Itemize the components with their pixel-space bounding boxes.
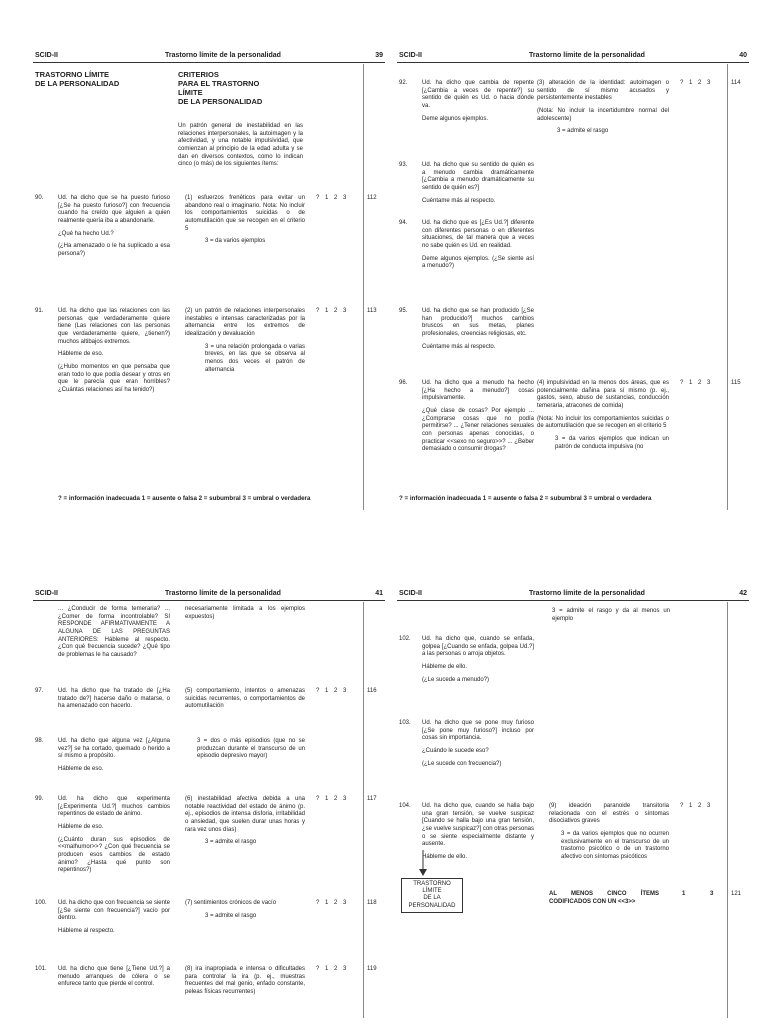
- score-options[interactable]: ? 1 2 3: [316, 688, 349, 694]
- item-number: 103.: [399, 720, 411, 726]
- score-options[interactable]: ? 1 2 3: [316, 796, 349, 802]
- summary-score-3[interactable]: 3: [710, 891, 714, 897]
- item-code: 121: [731, 891, 742, 897]
- summary-text: AL MENOS CINCO ÍTEMS CODIFICADOS CON UN <<3>>: [549, 891, 659, 905]
- score-options[interactable]: ? 1 2 3: [680, 380, 713, 386]
- item-number: 104.: [399, 803, 411, 809]
- page-header: [397, 50, 749, 63]
- header-left: SCID-II: [399, 52, 422, 59]
- item-code: 115: [731, 380, 741, 386]
- item-number: 92.: [399, 80, 408, 86]
- score-legend: ? = información inadecuada 1 = ausente o falsa 2 = subumbral 3 = umbral o verdadera: [399, 495, 652, 502]
- diagnosis-box: TRASTORNO LÍMITE DE LA PERSONALIDAD: [401, 878, 463, 913]
- item-number: 95.: [399, 308, 408, 314]
- item-code: 114: [731, 80, 741, 86]
- item-number: 101.: [35, 966, 47, 972]
- criterion: (3) alteración de la identidad: autoimagen o sentido de sí mismo acusados y persistentemente inestables (Nota: No incluir la incertidumbre normal del adolescente) 3 = admite el rasgo: [537, 80, 669, 135]
- item-code: 112: [367, 195, 377, 201]
- criterion: 3 = dos o más episodios (que no se produzcan durante el transcurso de un episodio depresivo mayor): [197, 738, 305, 760]
- criterion: (1) esfuerzos frenéticos para evitar un abandono real o imaginario. Nota: No incluir los comportamientos suicidas o de automutilación que se recogen en el criterio 5 3 = da varios ejemplos: [185, 195, 305, 245]
- criterion: (4) impulsividad en la menos dos áreas, que es potencialmente dañina para sí mismo (p. ej., gastos, sexo, abuso de sustancias, conducción temeraria, atracones de comida) (Nota: No incluir los comportamientos suicidas o de automutilación que se recogen en el criterio 5 3 = da varios ejemplos que indican un patrón de conducta impulsiva (no: [537, 380, 669, 450]
- item-code: 118: [367, 900, 377, 906]
- question: Ud. ha dicho que se ha puesto furioso [¿Se ha puesto furioso?] con frecuencia cuando ha creído que alguien a quien realmente quería iba a abandonarle. ¿Qué ha hecho Ud.? (¿Ha amenazado o le ha suplicado a esa persona?): [58, 195, 170, 258]
- criterion: (9) ideación paranoide transitoria relacionada con el estrés o síntomas disociativos graves 3 = da varios ejemplos que no ocurren exclusivamente en el transcurso de un trastorno psicótico o de un trastorno afectivo con síntomas psicóticos: [549, 803, 669, 861]
- item-number: 96.: [399, 380, 408, 386]
- column-divider: [363, 64, 364, 510]
- question: Ud. ha dicho que las relaciones con las personas que verdaderamente quiere tiene (Las relaciones con las personas que verdaderamente quiere, ¿tienen?) muchos altibajos extremos. Hábleme de eso. (¿Hubo momentos en que pensaba que eran todo lo que podía desear y otros en que le parecía que eran horribles? ¿Cuántas relaciones así ha tenido?): [58, 308, 170, 394]
- page-41: [33, 588, 385, 1018]
- header-center: Trastorno límite de la personalidad: [529, 52, 645, 59]
- item-code: 119: [367, 966, 377, 972]
- question: Ud. ha dicho que se pone muy furioso [¿Se pone muy furioso?] incluso por cosas sin importancia. ¿Cuándo le sucede eso? (¿Le sucede con frecuencia?): [422, 720, 534, 767]
- question: Ud. ha dicho que su sentido de quién es a menudo cambia dramáticamente [¿Cambia a menudo dramáticamente su sentido de quién es?] Cuéntame más al respecto.: [422, 162, 534, 204]
- question: Ud. ha dicho que alguna vez [¿Alguna vez?] se ha cortado, quemado o herido a sí mismo a propósito. Hábleme de eso.: [58, 738, 170, 773]
- header-center: Trastorno límite de la personalidad: [165, 590, 281, 597]
- score-options[interactable]: ? 1 2 3: [316, 308, 349, 314]
- criterion: (2) un patrón de relaciones interpersonales inestables e intensas caracterizadas por la alternancia entre los extremos de idealización y devaluación 3 = una relación prolongada o varias breves, en las que se observa al menos dos veces el patrón de alternancia: [185, 308, 305, 373]
- question: Ud. ha dicho que ha tratado de [¿Ha tratado de?] hacerse daño o matarse, o ha amenazado con hacerlo.: [58, 688, 170, 710]
- header-left: SCID-II: [399, 590, 422, 597]
- item-number: 93.: [399, 162, 408, 168]
- item-code: 117: [367, 796, 377, 802]
- page-number: 39: [375, 52, 383, 59]
- page-header: [33, 50, 385, 63]
- item-code: 113: [367, 308, 377, 314]
- question: Ud. ha dicho que es [¿Es Ud.?] diferente con diferentes personas o en diferentes situaciones, de tal manera que a veces no sabe quién es Ud. en realidad. Deme algunos ejemplos. (¿Se siente así a menudo?): [422, 220, 534, 270]
- item-number: 98.: [35, 738, 44, 744]
- item-number: 102.: [399, 636, 411, 642]
- column-divider: [727, 64, 728, 510]
- criterion: (5) comportamiento, intentos o amenazas suicidas recurrentes, o comportamientos de automutilación: [185, 688, 305, 710]
- score-legend: ? = información inadecuada 1 = ausente o falsa 2 = subumbral 3 = umbral o verdadera: [58, 495, 311, 502]
- page-42: [397, 588, 749, 1018]
- page-header: [33, 588, 385, 601]
- question: Ud. ha dicho que experimenta [¿Experimenta Ud.?] muchos cambios repentinos de estado de ánimo. Hábleme de eso. (¿Cuánto duran sus episodios de <<malhumor>>? ¿Con qué frecuencia se producen esos cambios de estado ánimo? ¿Hasta qué punto son repentinos?): [58, 796, 170, 874]
- question: Ud. ha dicho que, cuando se halla bajo una gran tensión, se vuelve suspicaz [Cuando se halla bajo una gran tensión, ¿se vuelve suspicaz?] con otras personas o se siente especialmente distante y ausente. Hábleme de ello.: [422, 803, 534, 861]
- score-options[interactable]: ? 1 2 3: [680, 80, 713, 86]
- summary-score-1[interactable]: 1: [682, 891, 686, 897]
- question: Ud. ha dicho que tiene [¿Tiene Ud.?] a menudo arranques de cólera o se enfurece tanto que pierde el control.: [58, 966, 170, 988]
- question-continued: ... ¿Conducir de forma temeraria? ... ¿Comer de forma incontrolable? SI RESPONDE AFIRMATIVAMENTE A ALGUNA DE LAS PREGUNTAS ANTERIORES: Hábleme al respecto. ¿Con qué frecuencia sucede? ¿Qué tipo de problemas le ha causado?: [58, 606, 170, 659]
- column-divider: [727, 602, 728, 1018]
- page-number: 40: [739, 52, 747, 59]
- criterion-continued: 3 = admite el rasgo y da al menos un ejemplo: [552, 608, 670, 622]
- header-left: SCID-II: [35, 590, 58, 597]
- column-divider: [363, 602, 364, 1018]
- header-center: Trastorno límite de la personalidad: [529, 590, 645, 597]
- header-left: SCID-II: [35, 52, 58, 59]
- item-number: 97.: [35, 688, 44, 694]
- criterion-continued: necesariamente limitada a los ejemplos expuestos): [185, 606, 305, 620]
- arrow-down-icon: [417, 850, 429, 876]
- item-number: 100.: [35, 900, 47, 906]
- item-number: 91.: [35, 308, 44, 314]
- page-header: [397, 588, 749, 601]
- item-number: 90.: [35, 195, 44, 201]
- score-options[interactable]: ? 1 2 3: [316, 195, 349, 201]
- page-40: [397, 50, 749, 510]
- page-39: [33, 50, 385, 510]
- item-code: 116: [367, 688, 377, 694]
- item-number: 99.: [35, 796, 44, 802]
- page-number: 41: [375, 590, 383, 597]
- criteria-intro: Un patrón general de inestabilidad en las relaciones interpersonales, la autoimagen y la afectividad, y una notable impulsividad, que comienzan al principio de la edad adulta y se dan en diversos contextos, como lo indican cinco (o más) de los siguientes ítems:: [178, 123, 303, 168]
- item-number: 94.: [399, 220, 408, 226]
- criteria-title: CRITERIOS PARA EL TRASTORNO LÍMITE DE LA PERSONALIDAD: [178, 70, 263, 106]
- page-number: 42: [739, 590, 747, 597]
- question: Ud. ha dicho que, cuando se enfada, golpea [¿Cuando se enfada, golpea Ud.?] a las personas o arroja objetos. Hábleme de ello. (¿Le sucede a menudo?): [422, 636, 534, 683]
- score-options[interactable]: ? 1 2 3: [316, 900, 349, 906]
- score-options[interactable]: ? 1 2 3: [680, 803, 713, 809]
- score-options[interactable]: ? 1 2 3: [316, 966, 349, 972]
- criterion: (7) sentimientos crónicos de vacío 3 = admite el rasgo: [185, 900, 277, 919]
- criterion: (8) ira inapropiada e intensa o dificultades para controlar la ira (p. ej., muestras frecuentes del mal genio, enfado constante, peleas físicas recurrentes): [185, 966, 305, 996]
- question: Ud. ha dicho que con frecuencia se siente [¿Se siente con frecuencia?] vacío por dentro. Hábleme al respecto.: [58, 900, 170, 935]
- question: Ud. ha dicho que se han producido [¿Se han producido?] muchos cambios bruscos en sus metas, planes profesionales, creencias religiosas, etc. Cuéntame más al respecto.: [422, 308, 534, 350]
- question: Ud. ha dicho que a menudo ha hecho [¿Ha hecho a menudo?] cosas impulsivamente. ¿Qué clase de cosas? Por ejemplo ... ¿Comprarse cosas que no podía permitirse? ... ¿Tener relaciones sexuales con personas apenas conocidas, o practicar <<sexo no seguro>>? ... ¿Beber demasiado o consumir drogas?: [422, 380, 534, 453]
- section-title: TRASTORNO LÍMITE DE LA PERSONALIDAD: [35, 70, 120, 88]
- header-center: Trastorno límite de la personalidad: [165, 52, 281, 59]
- criterion: (6) inestabilidad afectiva debida a una notable reactividad del estado de ánimo (p. ej., episodios de intensa disforia, irritabilidad o ansiedad, que suelen durar unas horas y rara vez unos días) 3 = admite el rasgo: [185, 796, 305, 846]
- question: Ud. ha dicho que cambia de repente [¿Cambia a veces de repente?] su sentido de quién es Ud. o hacia dónde va. Deme algunos ejemplos.: [422, 80, 534, 122]
